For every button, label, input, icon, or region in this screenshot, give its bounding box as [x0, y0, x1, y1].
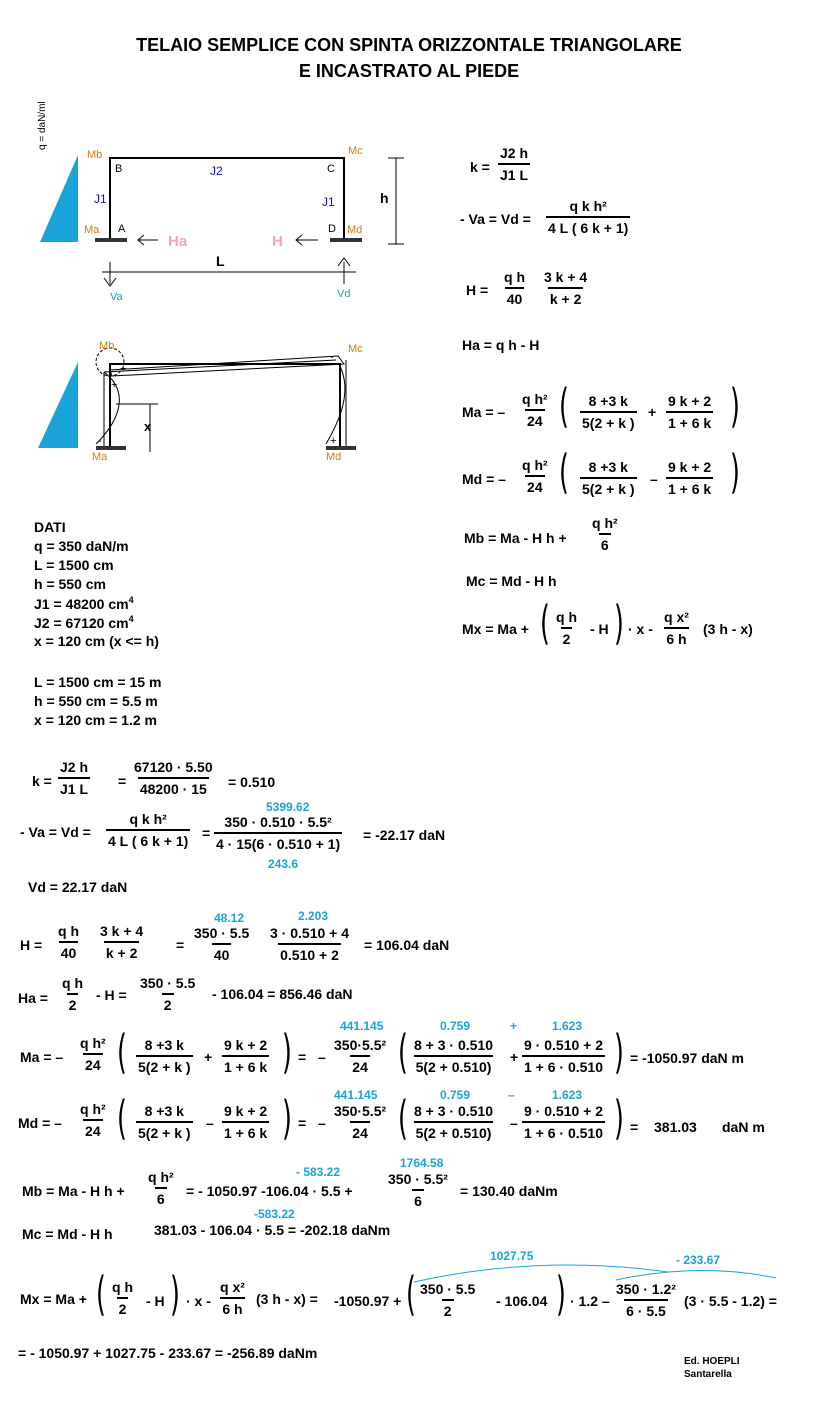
c-h-note1: 48.12 — [214, 911, 245, 925]
dati-x-m: x = 120 cm = 1.2 m — [34, 712, 157, 728]
c-md-f1: $\frac{8 +3 k}{5(2 + k )}$ — [138, 1103, 191, 1141]
label-h: h — [380, 190, 389, 206]
f-h-lhs: H = — [466, 282, 489, 298]
c-va-note-bot: 243.6 — [268, 857, 299, 871]
c-ma-f1: $\frac{8 +3 k}{5(2 + k )}$ — [138, 1037, 191, 1075]
c-k-res: = 0.510 — [228, 774, 276, 790]
c-ma-res: = -1050.97 daN m — [630, 1050, 745, 1066]
c-h-eq: = — [176, 937, 185, 953]
label-j2: J2 — [210, 164, 223, 178]
f-md-lhs: Md = – — [462, 471, 506, 487]
label-mc-2: Mc — [348, 343, 363, 355]
c-h-vf2: $\frac{3 \cdot 0.510 + 4}{0.510 + 2}$ — [270, 925, 350, 963]
c-mx-note1: 1027.75 — [490, 1249, 534, 1263]
dati-h: h = 550 cm — [34, 576, 106, 592]
f-va-frac: $\frac{\text{q k h²}}{4 L ( 6 k + 1)}$ — [548, 198, 629, 236]
c-md-vf1: $\frac{8 + 3 \cdot 0.510}{5(2 + 0.510)}$ — [414, 1103, 494, 1141]
c-mx-final: = - 1050.97 + 1027.75 - 233.67 = -256.89 daNm — [18, 1345, 318, 1361]
c-mb-expr: = - 1050.97 -106.04 · 5.5 + — [186, 1183, 353, 1199]
dati-j1: J1 = 48200 $cm^4$ — [34, 595, 134, 612]
f-mx-dot: · x - — [628, 621, 653, 637]
c-ma-note1: 441.145 — [340, 1019, 384, 1033]
c-md-res-eq: = — [630, 1119, 639, 1135]
f-mx-lhs: Mx = Ma + — [462, 621, 529, 637]
c-mb-lhs: Mb = Ma - H h + — [22, 1183, 125, 1199]
f-mx-f2: $\frac{\text{q x²}}{6 h}$ — [664, 609, 689, 647]
c-md-eq: = — [298, 1115, 307, 1131]
load-triangle — [40, 155, 78, 242]
label-vd: Vd — [337, 288, 351, 300]
credit-publisher: Ed. HOEPLI — [684, 1356, 740, 1367]
c-mx-note2: - 233.67 — [676, 1253, 721, 1267]
page-title: TELAIO SEMPLICE CON SPINTA ORIZZONTALE TRIANGOLARE — [136, 35, 682, 55]
c-ma-note-op: + — [510, 1019, 518, 1033]
c-ha-f: $\frac{\text{q h}}{2}$ — [62, 975, 83, 1013]
c-md-vop: – — [510, 1115, 518, 1131]
label-md: Md — [347, 224, 363, 236]
f-md-pre: $\frac{\text{q h²}}{24}$ — [522, 457, 548, 495]
node-a: A — [118, 223, 126, 235]
c-ma-op1: + — [204, 1049, 213, 1065]
f-ma-f1: $\frac{8 +3 k}{5(2 + k )}$ — [582, 393, 635, 431]
f-h-frac2: $\frac{3 k + 4}{k + 2}$ — [544, 269, 588, 307]
c-md-res: 381.03 — [654, 1119, 697, 1135]
c-md-f2: $\frac{9 k + 2}{1 + 6 k}$ — [224, 1103, 268, 1141]
f-mb-lhs: Mb = Ma - H h + — [464, 530, 567, 546]
f-md-op: – — [650, 471, 658, 487]
c-ma-lhs: Ma = – — [20, 1049, 64, 1065]
c-mx-lhs: Mx = Ma + — [20, 1291, 87, 1307]
label-ha: Ha — [168, 233, 188, 250]
c-h-f1: $\frac{\text{q h}}{40}$ — [58, 923, 79, 961]
f-ma-f2: $\frac{9 k + 2}{1 + 6 k}$ — [668, 393, 712, 431]
c-ha-lhs: Ha = — [18, 990, 48, 1006]
f-k-lhs: k = — [470, 159, 490, 175]
dati-heading: DATI — [34, 519, 66, 535]
c-va-res: = -22.17 daN — [363, 827, 446, 843]
c-mx-f2: $\frac{\text{q x²}}{6 h}$ — [220, 1279, 245, 1317]
c-k-frac: $\frac{J2 h}{J1 L}$ — [60, 759, 89, 797]
c-mc-expr: 381.03 - 106.04 · 5.5 = -202.18 daNm — [154, 1222, 391, 1238]
f-ma-op: + — [648, 404, 657, 420]
c-mb-note1: - 583.22 — [296, 1165, 341, 1179]
c-mx-dot: · x - — [186, 1293, 211, 1309]
c-ha-res: - 106.04 = 856.46 daN — [212, 986, 353, 1002]
f-mc: Mc = Md - H h — [466, 573, 557, 589]
c-h-f2: $\frac{3 k + 4}{k + 2}$ — [100, 923, 144, 961]
c-ma-f2: $\frac{9 k + 2}{1 + 6 k}$ — [224, 1037, 268, 1075]
c-md-note1: 441.145 — [334, 1088, 378, 1102]
dati-j2: J2 = 67120 $cm^4$ — [34, 614, 134, 631]
c-mb-note2: 1764.58 — [400, 1156, 444, 1170]
label-md-2: Md — [326, 451, 342, 463]
load-triangle-2 — [38, 362, 78, 448]
f-h-frac1: $\frac{\text{q h}}{40}$ — [504, 269, 525, 307]
c-md-vf2: $\frac{9 \cdot 0.510 + 2}{1 + 6 \cdot 0.510}$ — [524, 1103, 604, 1141]
label-l: L — [216, 253, 225, 269]
label-j1-left: J1 — [94, 192, 107, 206]
c-md-pre: $\frac{\text{q h²}}{24}$ — [80, 1101, 106, 1139]
sign-plus-3: + — [330, 435, 337, 447]
c-md-note3: 1.623 — [552, 1088, 583, 1102]
label-va: Va — [110, 291, 123, 303]
node-c: C — [327, 163, 335, 175]
c-ma-minus: – — [318, 1049, 326, 1065]
c-ma-eq: = — [298, 1049, 307, 1065]
label-j1-right: J1 — [322, 195, 335, 209]
c-va-lhs: - Va = Vd = — [20, 824, 91, 840]
c-ma-pre: $\frac{\text{q h²}}{24}$ — [80, 1035, 106, 1073]
c-md-lhs: Md = – — [18, 1115, 62, 1131]
f-va-lhs: - Va = Vd = — [460, 211, 531, 227]
label-mc: Mc — [348, 145, 363, 157]
c-va-eq: = — [202, 825, 211, 841]
c-mx-v1: -1050.97 + — [334, 1293, 402, 1309]
node-d: D — [328, 223, 336, 235]
c-ma-note3: 1.623 — [552, 1019, 583, 1033]
f-md-f2: $\frac{9 k + 2}{1 + 6 k}$ — [668, 459, 712, 497]
c-h-res: = 106.04 daN — [364, 937, 450, 953]
f-mx-tail: (3 h - x) — [703, 621, 753, 637]
f-ma-pre: $\frac{\text{q h²}}{24}$ — [522, 391, 548, 429]
c-h-note2: 2.203 — [298, 909, 329, 923]
c-ma-vop: + — [510, 1049, 519, 1065]
c-mb-res: = 130.40 daNm — [460, 1183, 558, 1199]
label-x: x — [144, 419, 152, 434]
frame-lines — [110, 158, 344, 238]
c-md-vpre: $\frac{\text{350·5.5²}}{24}$ — [334, 1103, 387, 1141]
c-mx-vdot: · 1.2 – — [570, 1293, 610, 1309]
dati-l-m: L = 1500 cm = 15 m — [34, 674, 162, 690]
c-k-lhs: k = — [32, 773, 52, 789]
c-mx-tail: (3 h - x) = — [256, 1291, 318, 1307]
c-va-frac: $\frac{\text{q k h²}}{4 L ( 6 k + 1)}$ — [108, 811, 189, 849]
c-mb-vf: $\frac{\text{350 · 5.5²}}{6}$ — [388, 1171, 448, 1209]
f-mb-frac: $\frac{\text{q h²}}{6}$ — [592, 515, 618, 553]
c-mx-mid: - H — [146, 1293, 165, 1309]
c-mx-vf2: $\frac{\text{350 · 1.2²}}{6 \cdot 5.5}$ — [616, 1281, 676, 1319]
c-h-lhs: H = — [20, 937, 43, 953]
c-ma-note2: 0.759 — [440, 1019, 471, 1033]
c-mx-f1: $\frac{\text{q h}}{2}$ — [112, 1279, 133, 1317]
label-mb-2: Mb — [99, 340, 115, 352]
sign-plus-2: + — [111, 379, 118, 391]
c-mx-vf1: $\frac{350 \cdot 5.5}{2}$ — [420, 1281, 476, 1319]
sign-minus-1: - — [98, 435, 102, 447]
c-mb-f: $\frac{\text{q h²}}{6}$ — [148, 1169, 174, 1207]
node-b: B — [115, 163, 123, 175]
c-md-op1: – — [206, 1115, 214, 1131]
c-md-unit: daN m — [722, 1119, 765, 1135]
c-ha-vf: $\frac{350 \cdot 5.5}{2}$ — [140, 975, 196, 1013]
c-k-vfrac: $\frac{67120 \cdot 5.50}{48200 \cdot 15}$ — [134, 759, 213, 797]
c-ma-vpre: $\frac{\text{350·5.5²}}{24}$ — [334, 1037, 387, 1075]
c-mx-vtail: (3 · 5.5 - 1.2) = — [684, 1293, 777, 1309]
dati-x: x = 120 cm (x <= h) — [34, 633, 159, 649]
c-h-vf1: $\frac{350 \cdot 5.5}{40}$ — [194, 925, 250, 963]
f-ha: Ha = q h - H — [462, 337, 540, 353]
dati-q: q = 350 daN/m — [34, 538, 129, 554]
c-md-note-op: – — [508, 1088, 515, 1102]
c-mx-vmid: - 106.04 — [496, 1293, 548, 1309]
c-ha-mid: - H = — [96, 987, 127, 1003]
c-mc-note: -583.22 — [254, 1207, 295, 1221]
f-md-f1: $\frac{8 +3 k}{5(2 + k )}$ — [582, 459, 635, 497]
c-va-note-top: 5399.62 — [266, 800, 310, 814]
label-ma: Ma — [84, 224, 100, 236]
page-subtitle: E INCASTRATO AL PIEDE — [298, 61, 520, 81]
dati-h-m: h = 550 cm = 5.5 m — [34, 693, 158, 709]
f-mx-f1: $\frac{\text{q h}}{2}$ — [556, 609, 577, 647]
c-k-eq: = — [118, 773, 127, 789]
f-mx-mid: - H — [590, 621, 609, 637]
c-md-note2: 0.759 — [440, 1088, 471, 1102]
load-label: q = daN/ml — [37, 101, 48, 150]
f-k-frac: $\frac{J2 h}{J1 L}$ — [500, 145, 529, 183]
sign-plus-1: + — [120, 363, 127, 375]
c-ma-vf2: $\frac{9 \cdot 0.510 + 2}{1 + 6 \cdot 0.510}$ — [524, 1037, 604, 1075]
label-mb: Mb — [87, 149, 103, 161]
label-H: H — [272, 233, 283, 250]
c-va-vfrac: $\frac{\text{350 · 0.510 · 5.5²}}{4 \cdot 15(6 \cdot 0.510 + 1)}$ — [216, 814, 341, 852]
credit-author: Santarella — [684, 1369, 732, 1380]
label-ma-2: Ma — [92, 451, 108, 463]
sign-minus-2: - — [330, 351, 334, 363]
f-ma-lhs: Ma = – — [462, 404, 506, 420]
c-ma-vf1: $\frac{8 + 3 \cdot 0.510}{5(2 + 0.510)}$ — [414, 1037, 494, 1075]
c-md-minus: – — [318, 1115, 326, 1131]
c-vd: Vd = 22.17 daN — [28, 879, 128, 895]
dati-l: L = 1500 cm — [34, 557, 114, 573]
c-mc-lhs: Mc = Md - H h — [22, 1226, 113, 1242]
